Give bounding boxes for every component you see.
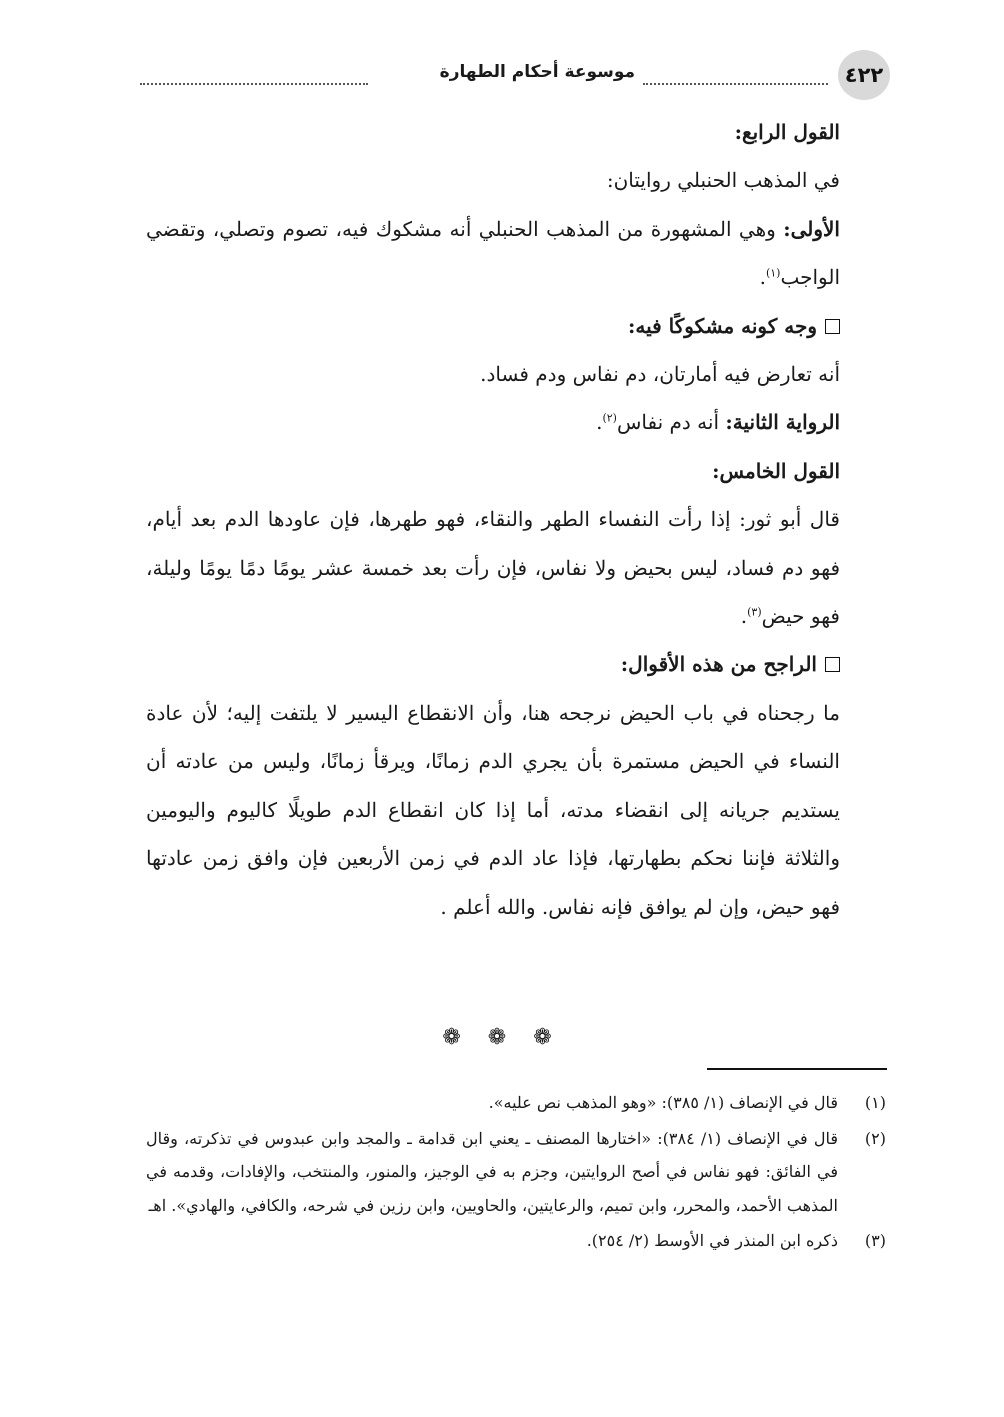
checkbox-square-icon (825, 319, 840, 334)
checkbox-square-icon (825, 657, 840, 672)
page-header (140, 50, 890, 100)
main-text (146, 108, 840, 931)
paragraph-first-narration (146, 205, 840, 302)
footnote-text: قال في الإنصاف (١/ ٣٨٥): «وهو المذهب نص عليه». (488, 1093, 838, 1112)
period: . (740, 604, 748, 629)
footnote-number: (٢) (864, 1128, 886, 1148)
page-number: ٤٢٢ (838, 50, 890, 100)
footnote-ref-3: (٣) (747, 605, 762, 619)
heading-doubt-reason-text: وجه كونه مشكوكًا فيه: (627, 313, 817, 338)
footnote (146, 1224, 886, 1258)
heading-fourth-opinion: القول الرابع: (734, 120, 840, 144)
label-first: الأولى: (783, 216, 840, 241)
footnote-number: (٣) (864, 1231, 886, 1250)
text-abu-thawr: قال أبو ثور: إذا رأت النفساء الطهر والنقاء، فهو طهرها، فإن عاودها الدم بعد أيام، فهو دم فساد، ليس بحيض ولا نفاس، فإن رأت بعد خمسة عشر يومًا دمًا يومًا وليلة، فهو حيض (146, 507, 841, 629)
footnote-text: قال في الإنصاف (١/ ٣٨٤): «اختارها المصنف ـ يعني ابن قدامة ـ والمجد وابن عبدوس في تذكرته، وقال في الفائق: فهو نفاس في أصح الروايتين، وجزم به في الوجيز، والمنور، والمنتخب، والإفادات، وقدمه في المذهب الأحمد، والمحرر، وابن تميم، والرعايتين، والحاويين، وابن رزين في شرحه، والكافي، والهادي». اهـ (146, 1128, 839, 1215)
text-first: وهي المشهورة من المذهب الحنبلي أنه مشكوك فيه، تصوم وتصلي، وتقضي الواجب (146, 216, 840, 290)
paragraph-abu-thawr (146, 495, 840, 640)
footnote (146, 1086, 886, 1120)
footnote-ref-1: (١) (765, 266, 781, 280)
paragraph-second-narration (146, 398, 840, 446)
heading-preferred-opinion (146, 640, 840, 688)
footnotes (146, 1086, 886, 1260)
label-second: الرواية الثانية: (725, 410, 840, 435)
heading-fifth-opinion: القول الخامس: (712, 458, 840, 483)
period: . (759, 265, 766, 290)
footnote-separator (707, 1068, 887, 1070)
heading-doubt-reason (146, 302, 840, 350)
footnote (146, 1122, 886, 1223)
footnote-number: (١) (864, 1093, 886, 1112)
heading-preferred-opinion-text: الراجح من هذه الأقوال: (620, 652, 817, 677)
paragraph-two-narrations: في المذهب الحنبلي روايتان: (606, 168, 840, 193)
header-dotted-rule-left (140, 83, 368, 85)
header-dotted-rule-right (643, 83, 828, 85)
footnote-text: ذكره ابن المنذر في الأوسط (٢/ ٢٥٤). (586, 1231, 838, 1250)
paragraph-conclusion: ما رجحناه في باب الحيض نرجحه هنا، وأن الانقطاع اليسير لا يلتفت إليه؛ لأن عادة النساء في الحيض مستمرة بأن يجري الدم زمانًا، ويرقأ زمانًا، وليس من عادته أن يستديم جريانه إلى انقضاء مدته، أما إذا كان انقطاع الدم طويلًا كاليوم واليومين والثلاثة فإننا نحكم بطهارتها، فإذا عاد الدم في زمن الأربعين فإن وافق زمن عادتها فهو حيض، وإن لم يوافق فإنه نفاس. والله أعلم . (146, 700, 840, 919)
footnote-ref-2: (٢) (602, 411, 617, 425)
period: . (596, 410, 603, 435)
section-end-ornament: ❁ ❁ ❁ (442, 1025, 562, 1050)
header-title: موسوعة أحكام الطهارة (439, 62, 635, 82)
paragraph-two-signs: أنه تعارض فيه أمارتان، دم نفاس ودم فساد. (480, 362, 840, 387)
text-second: أنه دم نفاس (616, 410, 726, 435)
